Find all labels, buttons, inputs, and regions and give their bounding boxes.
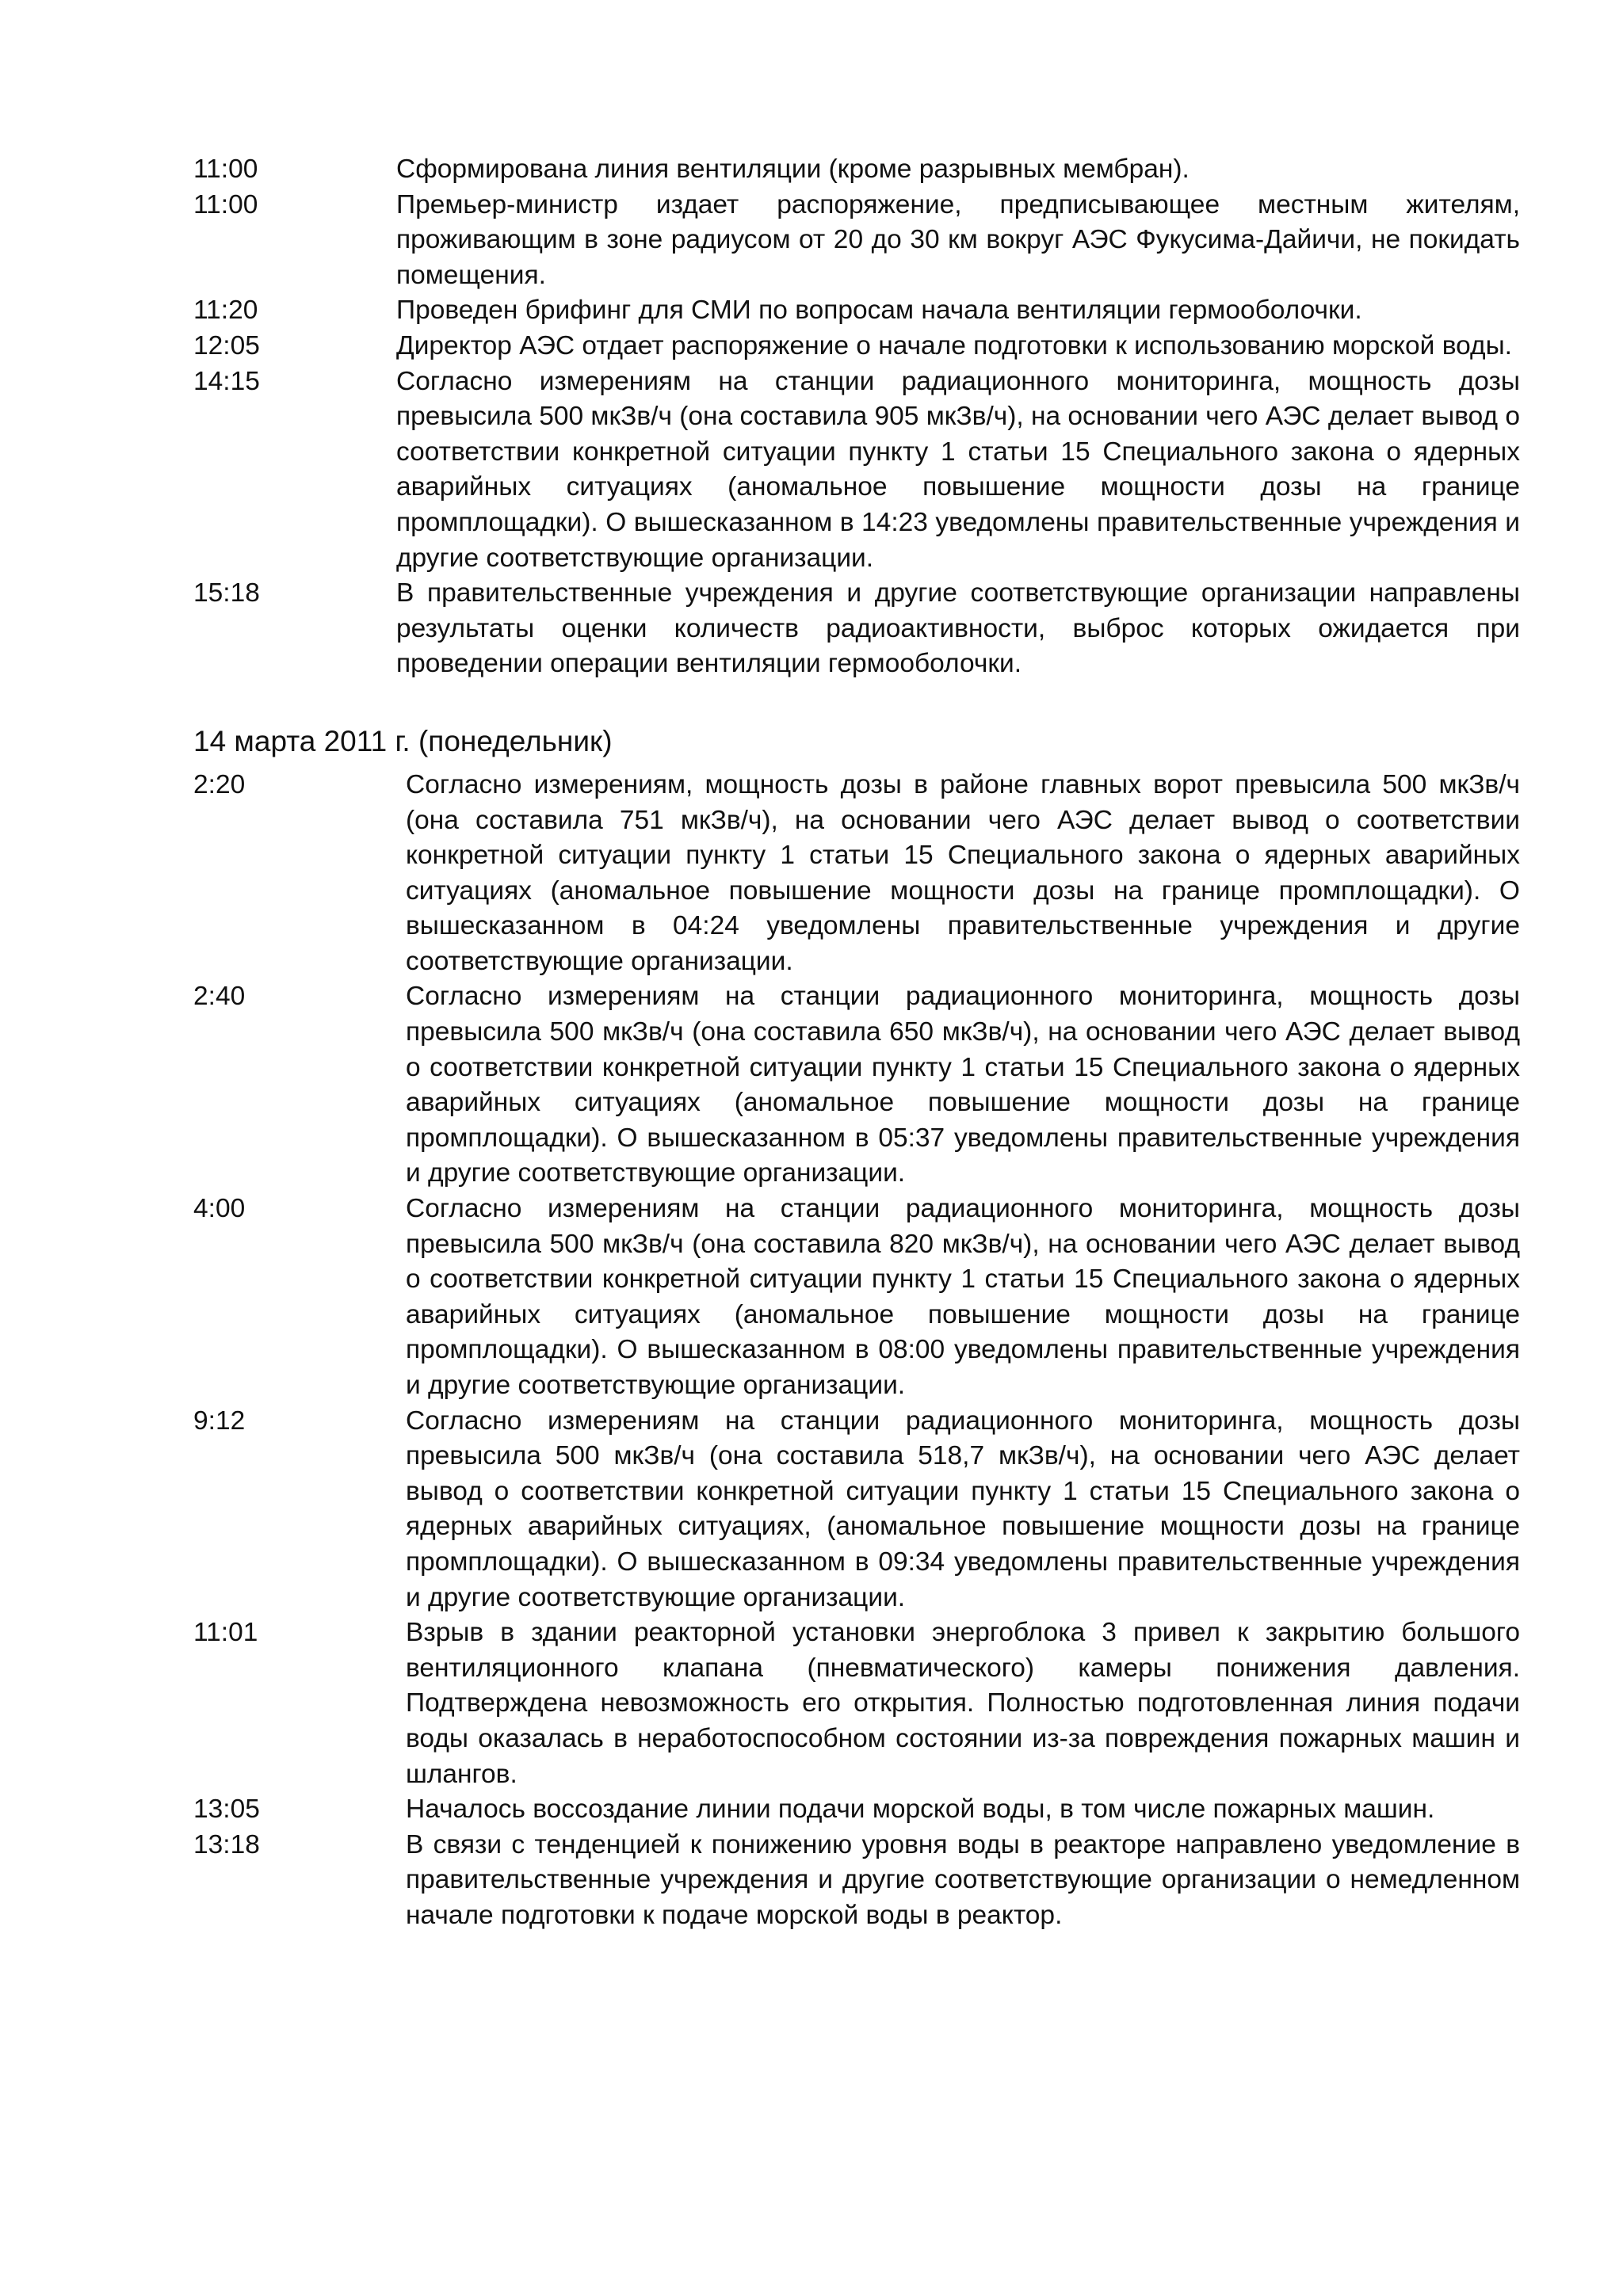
entry-time: 11:20 [193,296,258,326]
entry-time: 4:00 [193,1194,246,1224]
entry-time: 11:01 [193,1618,258,1648]
entry-text: Согласно измерениям на станции радиационного мониторинга, мощность дозы превысила 500 мкЗв/ч (она составила 905 мкЗв/ч), на основании чего АЭС делает вывод о соответствии конкретной ситуации пункту 1 статьи 15 Специального закона о ядерных аварийных ситуациях (аномальное повышение мощности дозы на границе промплощадки). О вышесказанном в 14:23 уведомлены правительственные учреждения и другие соответствующие организации. [396,366,1521,573]
entry-time: 9:12 [193,1405,246,1436]
entry-text: Согласно измерениям на станции радиационного мониторинга, мощность дозы превысила 500 мкЗв/ч (она составила 650 мкЗв/ч), на основании чего АЭС делает вывод о соответствии конкретной ситуации пункту 1 статьи 15 Специального закона о ядерных аварийных ситуациях (аномальное повышение мощности дозы на границе промплощадки). О вышесказанном в 05:37 уведомлены правительственные учреждения и другие соответствующие организации. [406,982,1520,1188]
entry-time: 15:18 [193,578,260,608]
timeline-entry [193,293,1520,329]
timeline-entry [193,152,1520,188]
entry-time: 13:05 [193,1794,260,1825]
timeline-entry [193,1404,1520,1616]
entry-text: Премьер-министр издает распоряжение, предписывающее местным жителям, проживающим в зоне радиусом от 20 до 30 км вокруг АЭС Фукусима-Дайичи, не покидать помещения. [396,189,1520,290]
timeline-section-march-13 [193,152,1520,682]
entry-time: 11:00 [193,189,258,219]
timeline-entry [193,1615,1520,1792]
timeline-entry [193,364,1520,577]
entry-text: Согласно измерениям на станции радиационного мониторинга, мощность дозы превысила 500 мкЗв/ч (она составила 820 мкЗв/ч), на основании чего АЭС делает вывод о соответствии конкретной ситуации пункту 1 статьи 15 Специального закона о ядерных аварийных ситуациях (аномальное повышение мощности дозы на границе промплощадки). О вышесказанном в 08:00 уведомлены правительственные учреждения и другие соответствующие организации. [406,1194,1520,1400]
timeline-entry [193,188,1520,294]
entry-text: Сформирована линия вентиляции (кроме разрывных мембран). [396,154,1190,184]
entry-time: 2:40 [193,982,246,1012]
entry-text: Началось воссоздание линии подачи морской воды, в том числе пожарных машин. [406,1794,1435,1825]
timeline-entry [193,979,1520,1192]
entry-text: В связи с тенденцией к понижению уровня воды в реакторе направлено уведомление в правительственные учреждения и другие соответствующие организации о немедленном начале подготовки к подаче морской воды в реактор. [406,1829,1520,1930]
entry-text: Согласно измерениям, мощность дозы в районе главных ворот превысила 500 мкЗв/ч (она составила 751 мкЗв/ч), на основании чего АЭС делает вывод о соответствии конкретной ситуации пункту 1 статьи 15 Специального закона о ядерных аварийных ситуациях (аномальное повышение мощности дозы на границе промплощадки). О вышесказанном в 04:24 уведомлены правительственные учреждения и другие соответствующие организации. [406,769,1520,976]
day-heading: 14 марта 2011 г. (понедельник) [193,724,613,757]
entry-time: 11:00 [193,154,258,184]
timeline-entry [193,768,1520,980]
timeline-entry [193,329,1520,364]
entry-text: Проведен брифинг для СМИ по вопросам начала вентиляции гермооболочки. [396,296,1362,326]
entry-text: Согласно измерениям на станции радиационного мониторинга, мощность дозы превысила 500 мкЗв/ч (она составила 518,7 мкЗв/ч), на основании чего АЭС делает вывод о соответствии конкретной ситуации пункту 1 статьи 15 Специального закона о ядерных аварийных ситуациях, (аномальное повышение мощности дозы на границе промплощадки). О вышесказанном в 09:34 уведомлены правительственные учреждения и другие соответствующие организации. [406,1405,1520,1612]
entry-text: Взрыв в здании реакторной установки энергоблока 3 привел к закрытию большого вентиляционного клапана (пневматического) камеры понижения давления. Подтверждена невозможность его открытия. Полностью подготовленная линия подачи воды оказалась в неработоспособном состоянии из-за повреждения пожарных машин и шлангов. [406,1618,1520,1789]
entry-time: 12:05 [193,330,260,360]
entry-time: 14:15 [193,366,260,396]
entry-text: Директор АЭС отдает распоряжение о начале подготовки к использованию морской воды. [396,330,1512,360]
entry-time: 13:18 [193,1829,260,1859]
timeline-entry [193,1192,1520,1404]
entry-text: В правительственные учреждения и другие соответствующие организации направлены результаты оценки количеств радиоактивности, выброс которых ожидается при проведении операции вентиляции гермооболочки. [396,578,1520,679]
timeline-entry [193,1792,1520,1828]
entry-time: 2:20 [193,769,246,799]
timeline-section-march-14 [193,768,1520,1934]
timeline-entry [193,1828,1520,1934]
timeline-entry [193,576,1520,682]
